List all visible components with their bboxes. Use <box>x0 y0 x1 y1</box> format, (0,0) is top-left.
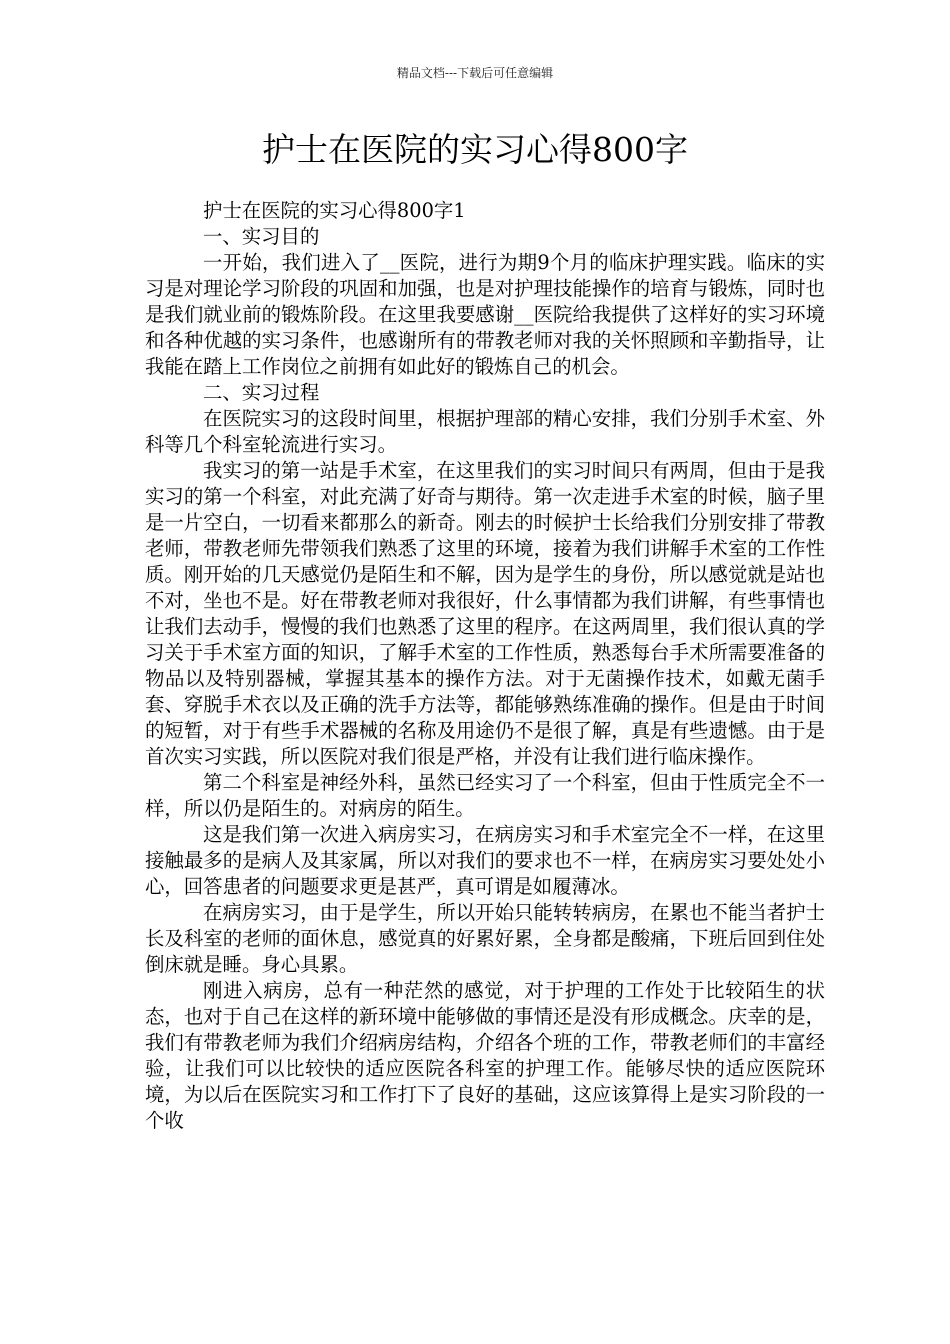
paragraph: 第二个科室是神经外科，虽然已经实习了一个科室，但由于性质完全不一样，所以仍是陌生的。对病房的陌生。 <box>145 771 825 820</box>
paragraph-subtitle: 护士在医院的实习心得800字1 <box>203 199 466 222</box>
paragraph: 我实习的第一站是手术室，在这里我们的实习时间只有两周，但由于是我实习的第一个科室，对此充满了好奇与期待。第一次走进手术室的时候，脑子里是一片空白，一切看来都那么的新奇。刚去的时候护士长给我们分别安排了带教老师，带教老师先带领我们熟悉了这里的环境，接着为我们讲解手术室的工作性质。刚开始的几天感觉仍是陌生和不解，因为是学生的身份，所以感觉就是站也不对，坐也不是。好在带教老师对我很好，什么事情都为我们讲解，有些事情也让我们去动手，慢慢的我们也熟悉了这里的程序。在这两周里，我们很认真的学习关于手术室方面的知识，了解手术室的工作性质，熟悉每台手术所需要准备的物品以及特别器械，掌握其基本的操作方法。对于无菌操作技术，如戴无菌手套、穿脱手术衣以及正确的洗手方法等，都能够熟练准确的操作。但是由于时间的短暂，对于有些手术器械的名称及用途仍不是很了解，真是有些遗憾。由于是首次实习实践，所以医院对我们很是严格，并没有让我们进行临床操作。 <box>145 459 825 768</box>
document-title: 护士在医院的实习心得800字 <box>262 130 688 169</box>
header-note: 精品文档---下载后可任意编辑 <box>396 66 554 80</box>
paragraph-heading-purpose: 一、实习目的 <box>203 225 320 248</box>
paragraph: 在病房实习，由于是学生，所以开始只能转转病房，在累也不能当者护士长及科室的老师的面休息，感觉真的好累好累，全身都是酸痛，下班后回到住处倒床就是睡。身心具累。 <box>145 901 825 976</box>
paragraph: 一开始，我们进入了__医院，进行为期9个月的临床护理实践。临床的实习是对理论学习阶段的巩固和加强，也是对护理技能操作的培育与锻炼，同时也是我们就业前的锻炼阶段。在这里我要感谢__医院给我提供了这样好的实习环境和各种优越的实习条件，也感谢所有的带教老师对我的关怀照顾和辛勤指导，让我能在踏上工作岗位之前拥有如此好的锻炼自己的机会。 <box>145 251 825 378</box>
document-body <box>145 198 825 1134</box>
paragraph-heading-process: 二、实习过程 <box>203 381 320 404</box>
paragraph: 在医院实习的这段时间里，根据护理部的精心安排，我们分别手术室、外科等几个科室轮流进行实习。 <box>145 407 825 456</box>
paragraph: 刚进入病房，总有一种茫然的感觉，对于护理的工作处于比较陌生的状态，也对于自己在这样的新环境中能够做的事情还是没有形成概念。庆幸的是，我们有带教老师为我们介绍病房结构，介绍各个班的工作，带教老师们的丰富经验，让我们可以比较快的适应医院各科室的护理工作。能够尽快的适应医院环境，为以后在医院实习和工作打下了良好的基础，这应该算得上是实习阶段的一个收 <box>145 979 825 1132</box>
paragraph: 这是我们第一次进入病房实习，在病房实习和手术室完全不一样，在这里接触最多的是病人及其家属，所以对我们的要求也不一样，在病房实习要处处小心，回答患者的问题要求更是甚严，真可谓是如履薄冰。 <box>145 823 825 898</box>
